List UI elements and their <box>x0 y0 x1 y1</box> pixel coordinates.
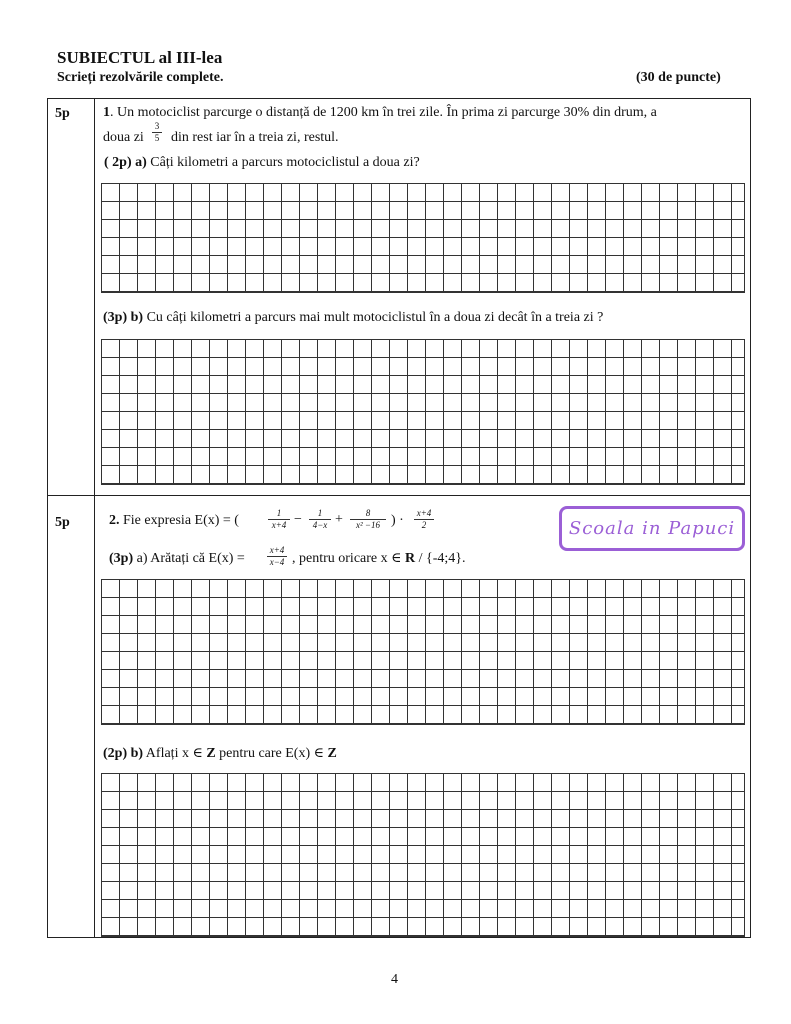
problem2-points: 5p <box>55 515 70 530</box>
table-column-divider <box>94 98 95 938</box>
answer-grid-1b[interactable] <box>101 339 745 485</box>
problem1-points: 5p <box>55 106 70 121</box>
expr-plus: + <box>335 512 343 527</box>
problem1-statement-line1 <box>103 106 657 120</box>
problem2b-question: (2p) b) Aflați x ∈ Z pentru care E(x) ∈ Z <box>103 746 337 761</box>
logo-badge <box>559 506 745 551</box>
problem1a-label: ( 2p) a) <box>104 155 147 170</box>
answer-grid-2a[interactable] <box>101 579 745 725</box>
fraction-numerator: 3 <box>154 121 160 131</box>
table-row-divider <box>47 495 751 496</box>
problem1b-question <box>103 311 603 325</box>
problem2a-label: (3p) <box>109 551 134 566</box>
problem2a-suffix: , pentru oricare x ∈ R / {-4;4}. <box>292 551 466 566</box>
page-subtitle: Scrieți rezolvările complete. <box>57 70 224 85</box>
logo-text: Scoala in Papuci <box>568 518 736 539</box>
answer-grid-2b[interactable] <box>101 773 745 937</box>
problem1-line2-prefix: doua zi <box>103 130 144 145</box>
problem2a-text: a) Arătați că E(x) = <box>136 551 245 566</box>
set-R: R <box>404 551 416 566</box>
problem2-intro <box>109 514 239 528</box>
set-Z: Z <box>327 746 337 761</box>
set-Z: Z <box>206 746 216 761</box>
fraction-denominator: 5 <box>154 133 160 143</box>
points-total: (30 de puncte) <box>636 70 721 85</box>
expr-minus: − <box>294 512 302 527</box>
problem2a-question <box>109 552 245 566</box>
problem1-line2-suffix: din rest iar în a treia zi, restul. <box>171 130 339 145</box>
answer-grid-1a[interactable] <box>101 183 745 293</box>
expr-fraction-1: 1 x+4 <box>268 509 290 530</box>
expr-fraction-4: x+4 2 <box>414 509 434 530</box>
problem1b-text: Cu câți kilometri a parcurs mai mult motociclistul în a doua zi decât în a treia zi ? <box>146 310 604 325</box>
problem2-number: 2. <box>109 513 120 528</box>
problem2b-label: (2p) b) <box>103 746 144 761</box>
expr-fraction-2: 1 4−x <box>309 509 331 530</box>
problem1-text-line1: . Un motociclist parcurge o distanță de 1200 km în trei zile. În prima zi parcurge 30% din drum, a <box>110 105 657 120</box>
problem1-fraction <box>152 122 162 143</box>
page-title: SUBIECTUL al III-lea <box>57 48 223 67</box>
expr-close: ) · <box>391 513 404 528</box>
expr-fraction-3: 8 x² −16 <box>350 509 386 530</box>
problem2-intro-text: Fie expresia E(x) = ( <box>123 513 239 528</box>
problem1a-text: Câți kilometri a parcurs motociclistul a doua zi? <box>150 155 420 170</box>
page-number: 4 <box>391 972 398 987</box>
problem1-number: 1 <box>103 105 110 120</box>
problem1a-question <box>104 156 420 170</box>
problem2a-fraction: x+4 x−4 <box>267 546 287 567</box>
problem1b-label: (3p) b) <box>103 310 144 325</box>
